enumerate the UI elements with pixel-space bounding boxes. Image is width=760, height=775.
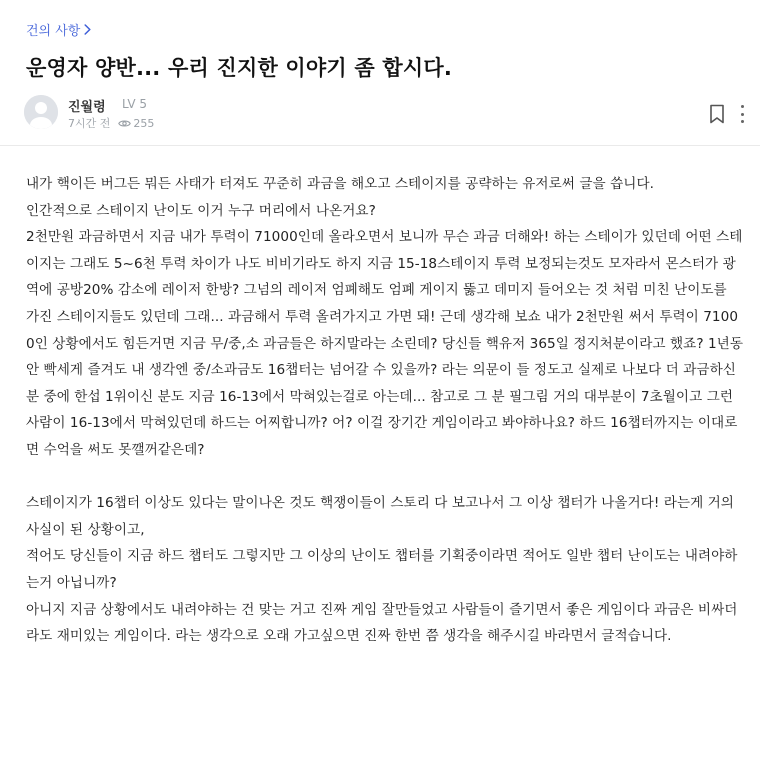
content-paragraph: 내가 핵이든 버그든 뭐든 사태가 터져도 꾸준히 과금을 해오고 스테이지를 공략하는 유저로써 글을 씁니다. — [26, 176, 654, 192]
more-options-button[interactable] — [736, 103, 748, 125]
post-meta — [68, 115, 154, 131]
category-link[interactable] — [26, 20, 91, 39]
chevron-right-icon — [84, 24, 91, 35]
author-level: LV 5 — [122, 97, 148, 111]
avatar[interactable] — [24, 95, 58, 129]
content-paragraph: 아니지 지금 상황에서도 내려야하는 건 맞는 거고 진짜 게임 잘만들었고 사람들이 즐기면서 좋은 게임이다 과금은 비싸더라도 재미있는 게임이다. 라는 생각으로 오래 가고싶으면 진짜 한번 쯤 생각을 해주시길 바라면서 글적습니다. — [26, 601, 738, 645]
content-paragraph: 인간적으로 스테이지 난이도 이거 누구 머리에서 나온거요? — [26, 202, 376, 219]
post-title: 운영자 양반... 우리 진지한 이야기 좀 합시다. — [26, 56, 453, 80]
bookmark-icon — [708, 103, 726, 125]
view-count: 255 — [133, 116, 155, 130]
content-paragraph: 적어도 당신들이 지금 하드 챕터도 그렇지만 그 이상의 난이도 챕터를 기획중이라면 적어도 일반 챕터 난이도는 내려야하는거 아닙니까? — [26, 548, 738, 591]
bookmark-button[interactable] — [708, 103, 726, 125]
more-dot — [741, 120, 744, 123]
eye-icon — [118, 119, 131, 128]
author-row — [24, 93, 754, 133]
category-label: 건의 사항 — [26, 24, 81, 39]
header-divider — [0, 145, 760, 146]
content-blank-line — [26, 464, 744, 491]
content-paragraph: 2천만원 과금하면서 지금 내가 투력이 71000인데 올라오면서 보니까 무슨 과금 더해와! 하는 스테이가 있던데 어떤 스테이지는 그래도 5~6천 투력 차이가 나도 비비기라도 하지 지금 15-18스테이지 투력 보정되는것도 모자라서 몬스터가 광역에 공방20% 감소에 레이저 한방? 그넘의 레이저 엄폐해도 엄폐 게이지 뚫고 데미지 들어오는 것 처럼 미친 난이도를 가진 스테이지들도 있던데 그래... 과금해서 투력 올려가지고 가면 돼! 근데 생각해 보쇼 내가 2천만원 써서 투력이 71000인 상황에서도 힘든거면 지금 무/중,소 과금들은 하지말라는 소린데? 당신들 핵유저 365일 정지처분이라고 했죠? 1년동안 빡세게 즐겨도 내 생각엔 중/소과금도 16챕터는 넘어갈 수 있을까? 라는 의문이 들 정도고 실제로 나보다 더 과금하신 분 중에 한섭 1위이신 분도 지금 16-13에서 막혀있는걸로 아는데... 참고로 그 분 필그림 거의 대부분이 7초월이고 그런 사람이 16-13에서 막혀있던데 하드는 어찌합니까? 어? 이걸 장기간 게임이라고 봐야하나요? 하드 16챕터까지는 이대로면 수억을 써도 못깰꺼같은데? — [26, 229, 744, 458]
more-vertical-icon — [741, 105, 744, 108]
post-content — [26, 171, 744, 650]
author-name[interactable]: 진월령 — [68, 100, 106, 115]
default-avatar-icon — [24, 95, 58, 129]
posted-time: 7시간 전 — [68, 117, 111, 130]
content-paragraph: 스테이지가 16챕터 이상도 있다는 말이나온 것도 핵쟁이들이 스토리 다 보고나서 그 이상 챕터가 나올거다! 라는게 거의 사실이 된 상황이고, — [26, 495, 734, 538]
more-dot — [741, 113, 744, 116]
